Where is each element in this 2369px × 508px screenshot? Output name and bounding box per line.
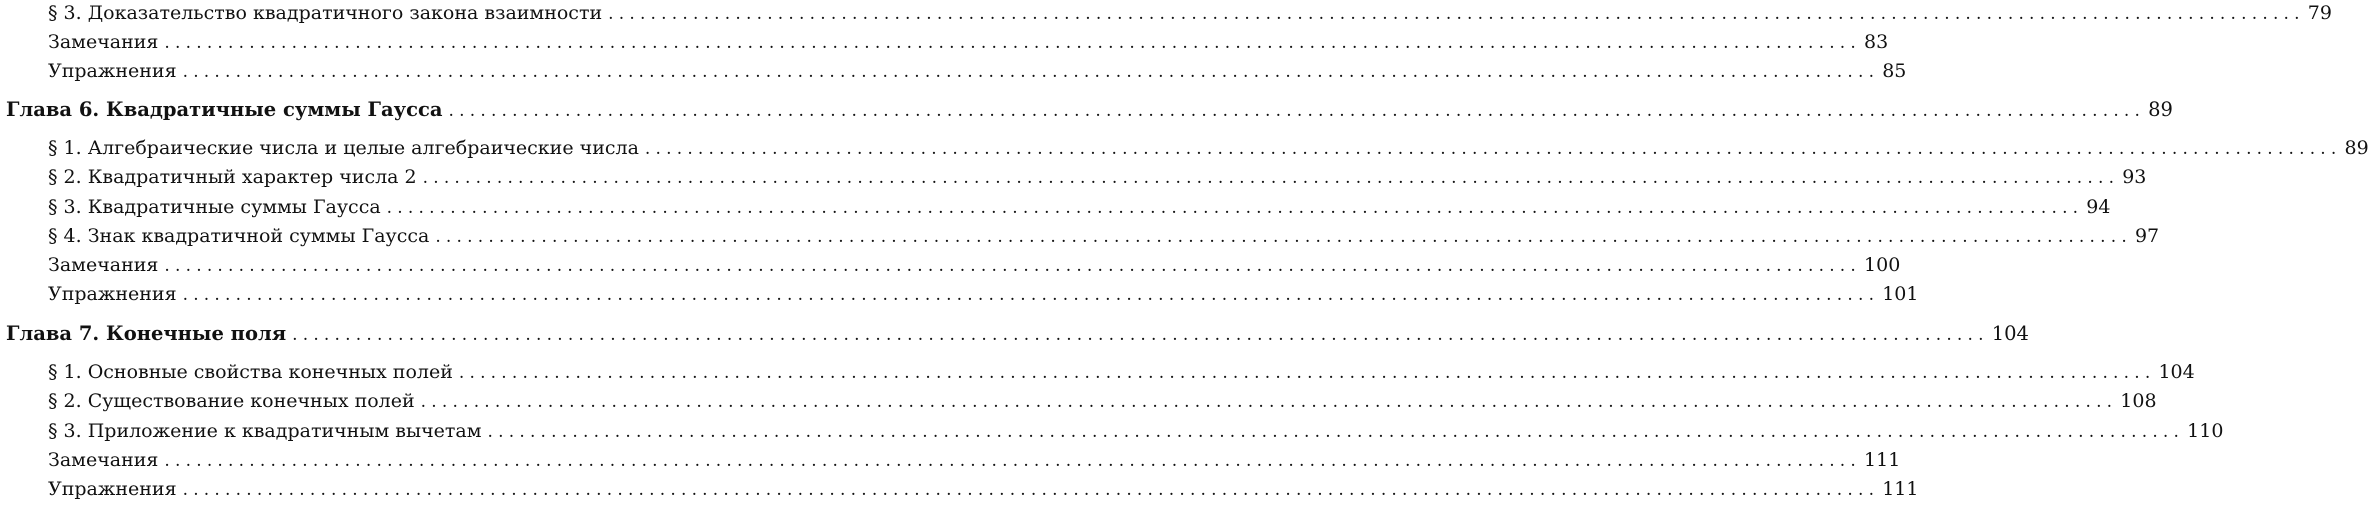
dot-leader: ................................................................................................................................................................ <box>164 451 1862 471</box>
toc-entry-section <box>48 359 2195 385</box>
toc-entry-section <box>48 194 2111 220</box>
toc-entry-title: Замечания <box>48 449 159 471</box>
toc-entry-title: § 2. Квадратичный характер числа 2 <box>48 166 417 188</box>
dot-leader: ................................................................................................................................................................ <box>386 198 2084 218</box>
dot-leader: ................................................................................................................................................................ <box>182 62 1880 82</box>
dot-leader: ................................................................................................................................................................ <box>448 101 2146 121</box>
toc-entry-chapter <box>6 321 2029 347</box>
toc-entry-section <box>48 29 1889 55</box>
toc-entry-page: 83 <box>1864 31 1889 53</box>
toc-entry-page: 79 <box>2307 2 2332 24</box>
toc-entry-section <box>48 418 2224 444</box>
toc-entry-title: § 3. Приложение к квадратичным вычетам <box>48 420 482 442</box>
toc-entry-section <box>48 164 2147 190</box>
toc-entry-title: § 4. Знак квадратичной суммы Гаусса <box>48 225 430 247</box>
toc-entry-page: 111 <box>1882 478 1919 500</box>
toc-entry-section <box>48 447 1901 473</box>
toc-entry-page: 104 <box>2158 361 2195 383</box>
toc-entry-title: § 3. Доказательство квадратичного закона взаимности <box>48 2 603 24</box>
toc-entry-section <box>48 252 1901 278</box>
dot-leader: ................................................................................................................................................................ <box>164 33 1862 53</box>
toc-entry-title: § 1. Алгебраические числа и целые алгебраические числа <box>48 137 639 159</box>
toc-entry-page: 100 <box>1864 254 1901 276</box>
chapter-page: 89 <box>2148 98 2173 121</box>
dot-leader: ................................................................................................................................................................ <box>487 422 2185 442</box>
toc-entry-page: 94 <box>2086 196 2111 218</box>
toc-entry-section <box>48 281 1919 307</box>
dot-leader: ................................................................................................................................................................ <box>182 480 1880 500</box>
toc-entry-section <box>48 0 2332 26</box>
toc-entry-page: 89 <box>2344 137 2369 159</box>
toc-entry-title: § 2. Существование конечных полей <box>48 390 415 412</box>
toc-entry-section <box>48 135 2369 161</box>
toc-entry-page: 111 <box>1864 449 1901 471</box>
toc-entry-section <box>48 388 2157 414</box>
toc-entry-page: 108 <box>2120 390 2157 412</box>
toc-entry-page: 97 <box>2134 225 2160 247</box>
dot-leader: ................................................................................................................................................................ <box>420 392 2118 412</box>
toc-entry-title: Упражнения <box>48 60 177 82</box>
dot-leader: ................................................................................................................................................................ <box>608 4 2305 24</box>
toc-entry-title: Упражнения <box>48 283 177 305</box>
toc-entry-page: 101 <box>1882 283 1919 305</box>
toc-entry-page: 93 <box>2122 166 2147 188</box>
toc-entry-title: § 1. Основные свойства конечных полей <box>48 361 453 383</box>
dot-leader: ................................................................................................................................................................ <box>435 227 2132 247</box>
toc-entry-title: Замечания <box>48 31 159 53</box>
dot-leader: ................................................................................................................................................................ <box>292 325 1989 345</box>
dot-leader: ................................................................................................................................................................ <box>644 139 2342 159</box>
chapter-title: Глава 6. Квадратичные суммы Гаусса <box>6 98 443 121</box>
dot-leader: ................................................................................................................................................................ <box>422 168 2120 188</box>
toc-entry-section <box>48 58 1907 84</box>
toc-entry-page: 110 <box>2187 420 2224 442</box>
toc-entry-title: Упражнения <box>48 478 177 500</box>
dot-leader: ................................................................................................................................................................ <box>458 363 2156 383</box>
toc-entry-section <box>48 223 2160 249</box>
chapter-title: Глава 7. Конечные поля <box>6 322 287 345</box>
chapter-page: 104 <box>1991 322 2029 345</box>
toc-entry-title: Замечания <box>48 254 159 276</box>
toc-entry-section <box>48 476 1919 502</box>
toc-entry-title: § 3. Квадратичные суммы Гаусса <box>48 196 381 218</box>
dot-leader: ................................................................................................................................................................ <box>182 285 1880 305</box>
dot-leader: ................................................................................................................................................................ <box>164 256 1862 276</box>
toc-entry-chapter <box>6 97 2173 123</box>
toc-entry-page: 85 <box>1882 60 1907 82</box>
